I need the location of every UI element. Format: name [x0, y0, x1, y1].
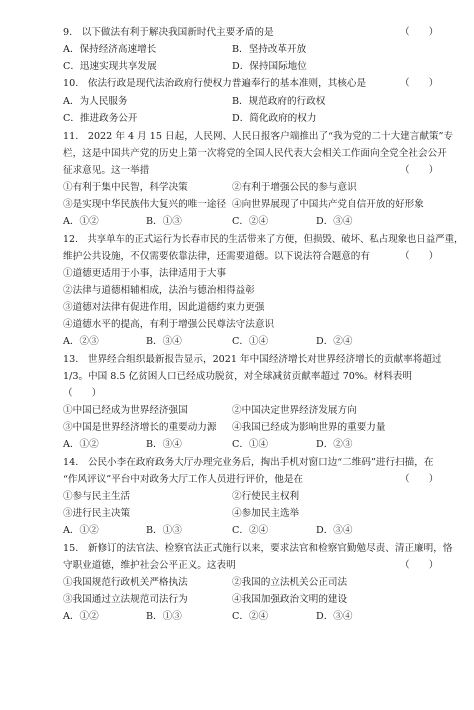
- q14-option-b: B．①③: [146, 525, 182, 536]
- q11-stem-line-3: 征求意见。这一举措: [63, 165, 150, 176]
- q9-option-b: B．坚持改革开放: [232, 44, 307, 55]
- q12-statement-1: ①道德更适用于小事，法律适用于大事: [63, 268, 227, 279]
- q9-option-a: A．保持经济高速增长: [63, 44, 157, 55]
- q13-option-c: C．①④: [232, 439, 269, 450]
- q12-stem-line-1: 12. 共享单车的正式运行为长春市民的生活带来了方便，但损毁、破坏、私占现象也日益严重，: [63, 234, 464, 245]
- q12-answer-bracket: （ ）: [400, 251, 439, 262]
- q12-option-c: C．①④: [232, 336, 269, 347]
- q9-option-c: C．迅速实现共享发展: [63, 61, 157, 72]
- q11-statement-2: ②有利于增强公民的参与意识: [232, 182, 357, 193]
- q15-statement-3: ③我国通过立法规范司法行为: [63, 594, 188, 605]
- q10-option-c: C．推进政务公开: [63, 113, 138, 124]
- q11-statement-3: ③是实现中华民族伟大复兴的唯一途径: [63, 199, 227, 210]
- q11-statement-4: ④向世界展现了中国共产党自信开放的好形象: [232, 199, 424, 210]
- q11-stem-line-2: 栏，这是中国共产党的历史上第一次将党的全国人民代表大会相关工作面向全党全社会公开: [63, 148, 447, 159]
- q15-statement-1: ①我国规范行政机关严格执法: [63, 577, 188, 588]
- q15-answer-bracket: （ ）: [400, 560, 439, 571]
- q11-option-d: D．③④: [316, 216, 353, 227]
- q14-stem-line-2: “作风评议”平台中对政务大厅工作人员进行评价，他是在: [63, 474, 304, 485]
- q15-stem-line-2: 守职业道德，维护社会公平正义。这表明: [63, 560, 236, 571]
- q12-option-d: D．②④: [316, 336, 353, 347]
- q15-option-d: D．③④: [316, 611, 353, 622]
- q9-stem: 9. 以下做法有利于解决我国新时代主要矛盾的是: [63, 27, 274, 38]
- q10-stem: 10. 依法行政是现代法治政府行使权力普遍奉行的基本准则，其核心是: [63, 78, 367, 89]
- q15-option-b: B．①③: [146, 611, 182, 622]
- q13-option-d: D．②③: [316, 439, 353, 450]
- q15-stem-line-1: 15. 新修订的法官法、检察官法正式施行以来，要求法官和检察官勤勉尽责、清正廉明，恪: [63, 543, 453, 554]
- q13-statement-1: ①中国已经成为世界经济强国: [63, 405, 188, 416]
- q10-option-a: A．为人民服务: [63, 96, 128, 107]
- q11-statement-1: ①有利于集中民智，科学决策: [63, 182, 188, 193]
- q12-statement-4: ④道德水平的提高，有利于增强公民尊法守法意识: [63, 319, 275, 330]
- q14-statement-2: ②行使民主权利: [232, 491, 300, 502]
- q15-statement-2: ②我国的立法机关公正司法: [232, 577, 348, 588]
- q10-option-b: B．规范政府的行政权: [232, 96, 326, 107]
- q14-statement-3: ③进行民主决策: [63, 508, 131, 519]
- q14-option-d: D．③④: [316, 525, 353, 536]
- q12-statement-2: ②法律与道德相辅相成，法治与德治相得益彰: [63, 285, 255, 296]
- q13-stem-line-1: 13. 世界经合组织最新报告显示，2021 年中国经济增长对世界经济增长的贡献率将超过: [63, 354, 442, 365]
- q14-answer-bracket: （ ）: [400, 474, 439, 485]
- q14-stem-line-1: 14. 公民小李在政府政务大厅办理完业务后，掏出手机对窗口边“二维码”进行扫描，在: [63, 457, 434, 468]
- q9-option-d: D．保持国际地位: [232, 61, 307, 72]
- q14-option-a: A．①②: [63, 525, 99, 536]
- q13-stem-line-2: 1/3。中国 8.5 亿贫困人口已经成功脱贫，对全球减贫贡献率超过 70%。材料表明: [63, 371, 412, 382]
- q13-option-a: A．①②: [63, 439, 99, 450]
- q10-option-d: D．简化政府的权力: [232, 113, 317, 124]
- q12-option-b: B．③④: [146, 336, 182, 347]
- q15-option-c: C．②④: [232, 611, 269, 622]
- q13-statement-4: ④我国已经成为影响世界的重要力量: [232, 422, 386, 433]
- q15-statement-4: ④我国加强政治文明的建设: [232, 594, 348, 605]
- q13-stem-line-3: （ ）: [63, 388, 102, 399]
- q13-option-b: B．③④: [146, 439, 182, 450]
- q10-answer-bracket: （ ）: [400, 78, 439, 89]
- q11-option-a: A．①②: [63, 216, 99, 227]
- q14-option-c: C．②④: [232, 525, 269, 536]
- q11-answer-bracket: （ ）: [400, 165, 439, 176]
- q15-option-a: A．①②: [63, 611, 99, 622]
- q14-statement-1: ①参与民主生活: [63, 491, 131, 502]
- q11-option-c: C．②④: [232, 216, 269, 227]
- q13-statement-2: ②中国决定世界经济发展方向: [232, 405, 357, 416]
- q12-option-a: A．②③: [63, 336, 99, 347]
- q9-answer-bracket: （ ）: [400, 27, 439, 38]
- q12-stem-line-2: 维护公共设施，不仅需要依靠法律，还需要道德。以下说法符合题意的有: [63, 251, 370, 262]
- q12-statement-3: ③道德对法律有促进作用，因此道德约束力更强: [63, 302, 265, 313]
- q14-statement-4: ④参加民主选举: [232, 508, 300, 519]
- q11-option-b: B．①③: [146, 216, 182, 227]
- q11-stem-line-1: 11. 2022 年 4 月 15 日起，人民网、人民日报客户端推出了“我为党的二十大建言献策”专: [63, 131, 454, 142]
- q13-statement-3: ③中国是世界经济增长的重要动力源: [63, 422, 217, 433]
